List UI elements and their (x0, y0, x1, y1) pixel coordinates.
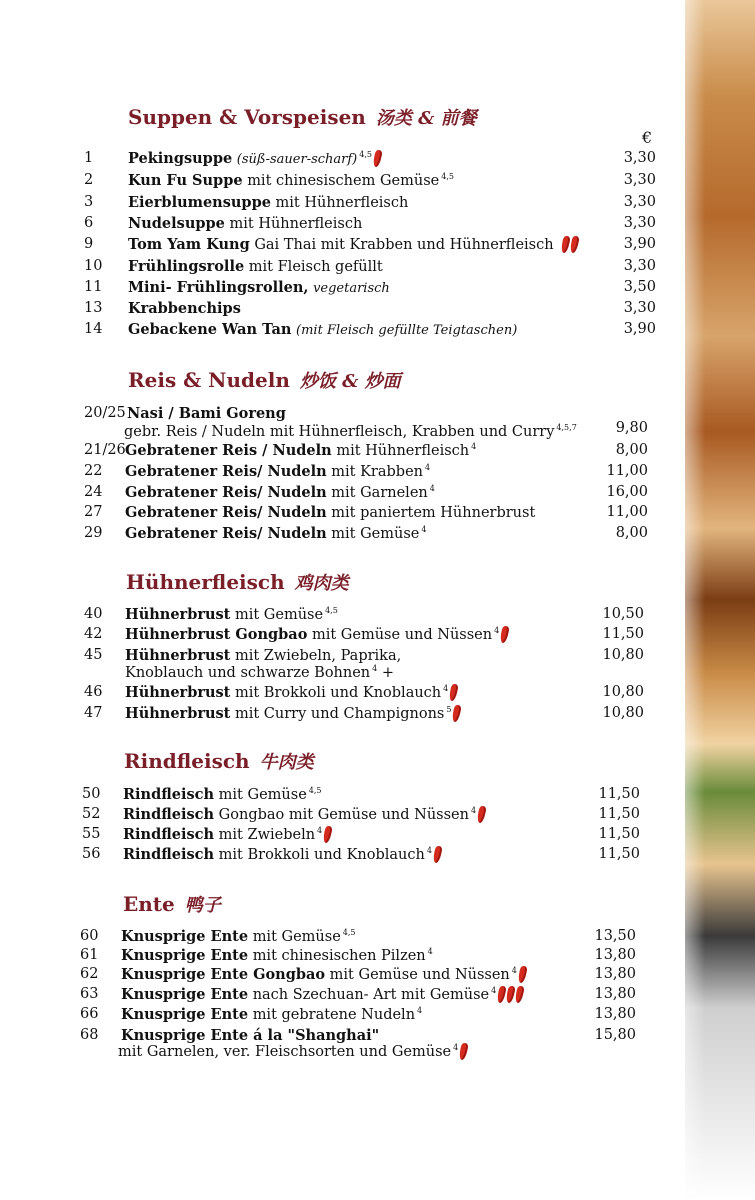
menu-item (0, 463, 700, 483)
item-name: Gebratener Reis/ Nudeln (125, 525, 327, 542)
item-name: Kun Fu Suppe (128, 172, 243, 189)
item-name: Hühnerbrust (125, 684, 231, 701)
item-description-line (124, 423, 577, 440)
item-name: Frühlingsrolle (128, 258, 245, 275)
item-number: 2 (84, 172, 94, 188)
item-number: 47 (84, 705, 103, 721)
item-description: mit Fleisch gefüllt (248, 259, 383, 275)
allergen-note: 4 (470, 806, 477, 815)
item-name: Rindfleisch (123, 826, 215, 843)
menu-item (0, 300, 700, 320)
item-price: 13,80 (594, 966, 636, 982)
item-name: Hühnerbrust (125, 705, 231, 722)
section-title-text: Rindfleisch (124, 749, 250, 773)
item-description: mit chinesischen Pilzen (252, 948, 426, 964)
item-price: 3,30 (623, 215, 656, 231)
section-title-text: Suppen & Vorspeisen (128, 105, 366, 129)
menu-item (0, 236, 700, 256)
item-name: Knusprige Ente á la "Shanghai" (121, 1027, 380, 1044)
allergen-note: 4 (317, 826, 323, 835)
allergen-note: 4,5 (359, 150, 372, 159)
item-name: Knusprige Ente (121, 986, 249, 1003)
item-number: 56 (82, 846, 101, 862)
item-price: 3,30 (623, 194, 656, 210)
item-price: 3,90 (623, 321, 656, 337)
menu-item (0, 279, 700, 299)
item-description: mit gebratene Nudeln (252, 1007, 416, 1023)
section-title-text: Ente (123, 892, 175, 916)
item-price: 8,00 (615, 525, 648, 541)
allergen-note: 4 (417, 1006, 423, 1015)
allergen-note: 4 (453, 1043, 459, 1052)
item-description: (süß-sauer-scharf) (236, 152, 358, 167)
item-description: mit Gemüse (252, 929, 341, 945)
item-number: 63 (80, 986, 99, 1002)
item-name: Tom Yam Kung (128, 236, 250, 253)
item-name: Nudelsuppe (128, 215, 225, 232)
item-name: Gebackene Wan Tan (128, 321, 292, 338)
allergen-note: 4,5 (308, 786, 322, 795)
item-description: mit Brokkoli und Knoblauch (218, 847, 425, 863)
item-description: mit Hühnerfleisch (229, 216, 363, 232)
item-number: 3 (84, 194, 94, 210)
item-description: nach Szechuan- Art mit Gemüse (252, 987, 490, 1003)
section-title-ente (123, 891, 221, 917)
item-number: 29 (84, 525, 103, 541)
item-name: Knusprige Ente (121, 1006, 249, 1023)
item-number: 61 (80, 947, 99, 963)
item-price: 3,50 (623, 279, 656, 295)
item-description: mit Zwiebeln (218, 827, 316, 843)
chili-icon (560, 235, 570, 253)
menu-item (0, 321, 700, 341)
menu-item (0, 172, 700, 192)
menu-item (0, 525, 700, 545)
item-price: 3,30 (623, 300, 656, 316)
allergen-note: 4 (471, 442, 477, 451)
chili-icon (432, 845, 442, 863)
item-description: mit paniertem Hühnerbrust (331, 505, 536, 521)
item-name: Eierblumensuppe (128, 194, 271, 211)
section-title-chinese: 汤类 & 前餐 (375, 108, 477, 129)
menu-item (0, 826, 700, 846)
item-price: 3,90 (623, 236, 656, 252)
menu-item (0, 928, 700, 948)
item-description: mit Hühnerfleisch (275, 195, 409, 211)
allergen-note: 4,5 (441, 172, 454, 181)
item-number: 1 (84, 150, 94, 166)
item-number: 66 (80, 1006, 99, 1022)
item-description: mit Gemüse (234, 607, 324, 623)
item-price: 9,80 (615, 420, 648, 436)
item-price: 3,30 (623, 258, 656, 274)
item-name: Nasi / Bami Goreng (127, 405, 286, 422)
item-name: Gebratener Reis/ Nudeln (125, 484, 327, 501)
item-description: mit Zwiebeln, Paprika, (234, 648, 402, 664)
chili-icon (506, 985, 516, 1003)
menu-item (0, 626, 700, 646)
item-number: 20/25 (84, 405, 126, 421)
chili-icon (452, 704, 462, 722)
item-number: 13 (84, 300, 103, 316)
item-price: 11,00 (606, 463, 648, 479)
item-price: 3,30 (623, 172, 656, 188)
item-price: 10,80 (602, 647, 644, 663)
allergen-note: 4 (421, 525, 427, 534)
item-name: Knusprige Ente (121, 947, 249, 964)
allergen-note: 5 (446, 705, 452, 714)
item-price: 3,30 (623, 150, 656, 166)
item-price: 10,50 (602, 606, 644, 622)
menu-item (0, 215, 700, 235)
menu-item (0, 846, 700, 866)
item-price: 13,50 (594, 928, 636, 944)
allergen-note: 4,5 (325, 606, 338, 615)
allergen-note: 4 (429, 484, 435, 493)
item-name: Mini- Frühlingsrollen, (128, 279, 309, 296)
menu-item (0, 786, 700, 806)
item-number: 22 (84, 463, 103, 479)
menu-item (0, 705, 700, 725)
item-name: Krabbenchips (128, 300, 241, 317)
item-price: 11,50 (598, 846, 640, 862)
item-description: mit Hühnerfleisch (336, 443, 470, 459)
allergen-note: 4 (491, 986, 497, 995)
chili-icon (449, 683, 459, 701)
item-description: mit Garnelen (331, 485, 428, 501)
item-description: mit Curry und Champignons (234, 706, 445, 722)
menu-item (0, 484, 700, 504)
item-name: Rindfleisch (123, 846, 215, 863)
chili-icon (476, 805, 486, 823)
item-name: Rindfleisch (123, 786, 215, 803)
allergen-note: 4,5,7 (556, 423, 577, 432)
item-description: mit chinesischem Gemüse (247, 173, 440, 189)
section-title-text: Hühnerfleisch (126, 570, 285, 594)
chili-icon (322, 825, 332, 843)
item-price: 11,50 (602, 626, 644, 642)
item-price: 15,80 (594, 1027, 636, 1043)
allergen-note: 4 (425, 463, 431, 472)
section-title-chinese: 鸭子 (184, 895, 221, 916)
item-number: 6 (84, 215, 94, 231)
item-number: 21/26 (84, 442, 126, 458)
chili-icon (372, 149, 382, 167)
item-name: Hühnerbrust Gongbao (125, 626, 308, 643)
item-number: 52 (82, 806, 101, 822)
section-title-rind (124, 748, 314, 774)
chili-icon (517, 965, 527, 983)
item-description: mit Gemüse und Nüssen (311, 627, 493, 643)
item-price: 10,80 (602, 705, 644, 721)
item-price: 11,00 (606, 504, 648, 520)
item-price: 11,50 (598, 806, 640, 822)
item-number: 11 (84, 279, 103, 295)
section-title-chinese: 炒饭 & 炒面 (299, 371, 401, 392)
menu-item (0, 684, 700, 704)
item-price: 8,00 (615, 442, 648, 458)
menu-item (0, 986, 700, 1006)
allergen-note: 4 (427, 947, 433, 956)
section-title-suppen (128, 104, 477, 130)
item-description: (mit Fleisch gefüllte Teigtaschen) (296, 323, 518, 338)
item-description: Knoblauch und schwarze Bohnen (125, 665, 371, 681)
chili-icon (459, 1042, 469, 1060)
item-number: 10 (84, 258, 103, 274)
item-name: Knusprige Ente Gongbao (121, 966, 326, 983)
item-extra-mark: + (381, 665, 394, 681)
item-description: mit Gemüse (218, 787, 307, 803)
menu-item (0, 504, 700, 524)
item-description: mit Gemüse (331, 526, 420, 542)
allergen-note: 4,5 (342, 928, 356, 937)
item-name: Gebratener Reis / Nudeln (125, 442, 332, 459)
item-name: Rindfleisch (123, 806, 215, 823)
allergen-note: 4 (443, 684, 449, 693)
section-title-chinese: 鸡肉类 (294, 573, 349, 594)
item-price: 13,80 (594, 986, 636, 1002)
item-name: Hühnerbrust (125, 647, 231, 664)
chili-icon (499, 625, 509, 643)
item-description-line (125, 664, 394, 681)
section-title-chinese: 牛肉类 (259, 752, 314, 773)
item-number: 24 (84, 484, 103, 500)
allergen-note: 4 (511, 966, 517, 975)
menu-item (0, 442, 700, 462)
chili-icon (515, 985, 525, 1003)
item-number: 50 (82, 786, 101, 802)
menu-item (0, 258, 700, 278)
item-name: Gebratener Reis/ Nudeln (125, 463, 327, 480)
item-number: 60 (80, 928, 99, 944)
menu-item (0, 606, 700, 626)
item-price: 16,00 (606, 484, 648, 500)
item-number: 45 (84, 647, 103, 663)
menu-item (0, 806, 700, 826)
item-number: 62 (80, 966, 99, 982)
item-description: gebr. Reis / Nudeln mit Hühnerfleisch, Krabben und Curry (124, 424, 555, 440)
item-number: 40 (84, 606, 103, 622)
item-description: mit Brokkoli und Knoblauch (234, 685, 442, 701)
chili-icon (569, 235, 579, 253)
section-title-huhn (126, 569, 349, 595)
item-name: Gebratener Reis/ Nudeln (125, 504, 327, 521)
currency-symbol: € (642, 128, 653, 147)
item-description: mit Gemüse und Nüssen (329, 967, 510, 983)
item-price: 13,80 (594, 1006, 636, 1022)
item-number: 42 (84, 626, 103, 642)
item-price: 13,80 (594, 947, 636, 963)
item-number: 27 (84, 504, 103, 520)
menu-item (0, 947, 700, 967)
chili-icon (497, 985, 507, 1003)
item-number: 68 (80, 1027, 99, 1043)
menu-item (0, 150, 700, 170)
item-number: 55 (82, 826, 101, 842)
menu-item (0, 966, 700, 986)
menu-item (0, 194, 700, 214)
item-description: mit Garnelen, ver. Fleischsorten und Gemüse (118, 1044, 452, 1060)
menu-item (0, 1006, 700, 1026)
allergen-note: 4 (494, 626, 500, 635)
allergen-note: 4 (426, 846, 432, 855)
section-title-reis (128, 367, 401, 393)
item-number: 9 (84, 236, 94, 252)
item-description: vegetarisch (313, 281, 390, 296)
item-description-line (118, 1043, 467, 1060)
item-description: Gongbao mit Gemüse und Nüssen (218, 807, 469, 823)
item-number: 14 (84, 321, 103, 337)
item-description: Gai Thai mit Krabben und Hühnerfleisch (254, 237, 554, 253)
item-price: 11,50 (598, 786, 640, 802)
item-name: Hühnerbrust (125, 606, 231, 623)
item-description: mit Krabben (331, 464, 423, 480)
item-name: Knusprige Ente (121, 928, 249, 945)
item-price: 11,50 (598, 826, 640, 842)
item-price: 10,80 (602, 684, 644, 700)
allergen-note: 4 (372, 664, 378, 673)
item-number: 46 (84, 684, 103, 700)
section-title-text: Reis & Nudeln (128, 368, 290, 392)
item-name: Pekingsuppe (128, 150, 233, 167)
